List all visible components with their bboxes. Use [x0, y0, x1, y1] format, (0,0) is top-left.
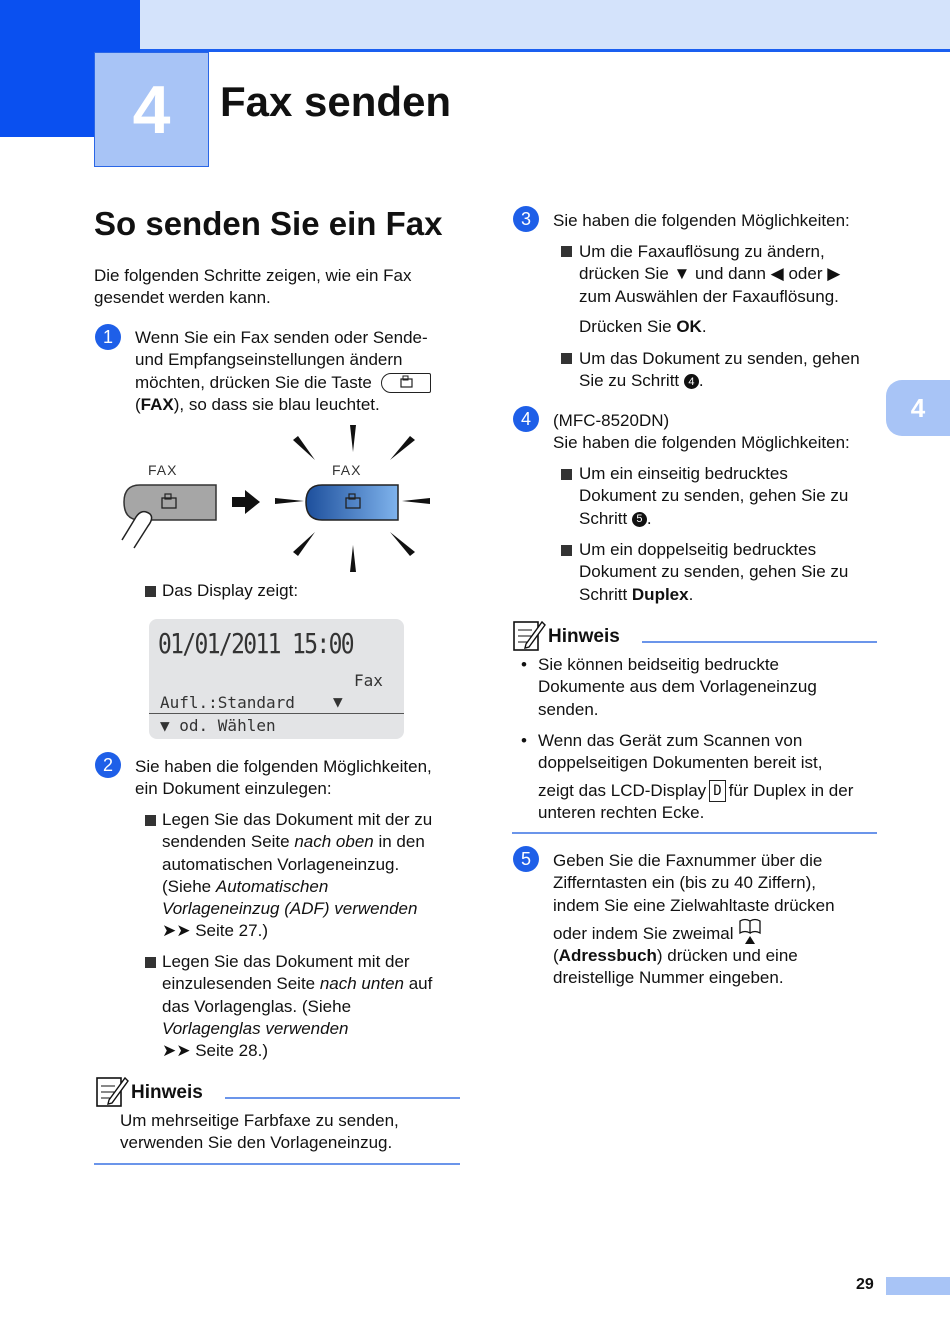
step-4-line: (MFC-8520DN)	[553, 411, 670, 430]
step-3-option-resolution	[579, 241, 879, 308]
step-5-line: indem Sie eine Zielwahltaste drücken	[553, 895, 835, 915]
header-band	[0, 0, 950, 52]
chapter-title: Fax senden	[220, 78, 452, 125]
glass-link[interactable]: Vorlagenglas verwenden	[162, 1018, 349, 1038]
step-5-text	[553, 850, 883, 990]
adf-link[interactable]: Vorlageneinzug (ADF) verwenden	[162, 899, 418, 919]
option-line: Um ein doppelseitig bedrucktes	[579, 540, 817, 559]
step-1-line-text: möchten, drücken Sie die Taste	[135, 372, 372, 392]
page-reference[interactable]: ➤➤ Seite 28.)	[162, 1041, 268, 1061]
bullet	[145, 815, 156, 826]
text-part: auf	[403, 974, 433, 994]
note-line: senden.	[538, 699, 599, 719]
address-book-icon	[738, 917, 764, 945]
text-part: .	[701, 317, 707, 336]
text-part: Sie zu Schritt	[579, 371, 680, 391]
step-2-marker: 2	[95, 752, 121, 778]
lcd-resolution: Aufl.:Standard	[160, 693, 295, 712]
step-4-marker: 4	[513, 406, 539, 432]
duplex-reference[interactable]: Duplex	[631, 584, 689, 604]
step-4-line: Sie haben die folgenden Möglichkeiten:	[553, 433, 850, 453]
step-2-option-adf	[162, 809, 472, 943]
chapter-side-tab[interactable]: 4	[886, 380, 950, 436]
text-part: (Siehe	[162, 876, 216, 896]
section-heading: So senden Sie ein Fax	[94, 205, 443, 242]
step-5-line: Zifferntasten ein (bis zu 40 Ziffern),	[553, 873, 816, 893]
option-line: zum Auswählen der Faxauflösung.	[579, 286, 839, 306]
text-part: einzulesenden Seite	[162, 974, 320, 994]
fax-key-label: FAX	[140, 394, 174, 414]
note-line: Sie können beidseitig bedruckte	[538, 655, 779, 674]
step-1-line: und Empfangseinstellungen ändern	[135, 350, 403, 370]
option-line: Um die Faxauflösung zu ändern,	[579, 242, 825, 261]
step-4-option-simplex	[579, 463, 879, 530]
option-line: Sie zu Schritt 4 .	[579, 371, 704, 391]
note-bottom-rule	[94, 1163, 460, 1165]
note-line: Um mehrseitige Farbfaxe zu senden,	[120, 1111, 399, 1130]
step-1-text	[135, 327, 465, 416]
note-rule	[642, 641, 877, 643]
text-part: .	[688, 584, 694, 604]
note-pencil-icon	[512, 618, 546, 652]
lcd-divider	[149, 713, 404, 714]
step-1-line: Wenn Sie ein Fax senden oder Sende-	[135, 328, 428, 347]
step-1-line	[135, 394, 465, 416]
step-1-text-part: ), so dass sie blau leuchtet.	[173, 394, 380, 414]
step-1-line	[135, 372, 465, 394]
fax-label-after: FAX	[332, 462, 362, 478]
note-bottom-rule	[512, 832, 877, 834]
option-line: Um das Dokument zu senden, gehen	[579, 349, 860, 368]
bullet	[561, 469, 572, 480]
text-italic: nach oben	[294, 832, 374, 852]
option-line: Um ein einseitig bedrucktes	[579, 464, 788, 483]
header-rule	[140, 49, 950, 52]
step-2-line: ein Dokument einzulegen:	[135, 779, 332, 799]
lcd-select-hint: ▼ od. Wählen	[160, 716, 276, 735]
step-5-line	[553, 917, 883, 945]
lcd-datetime: 01/01/2011 15:00	[158, 627, 353, 660]
bullet	[145, 957, 156, 968]
step-reference[interactable]: 4	[684, 374, 699, 389]
text-part: in den	[373, 832, 425, 852]
note-bullet: •	[521, 731, 527, 750]
bullet	[561, 545, 572, 556]
note-rule	[225, 1097, 460, 1099]
finger-icon	[122, 512, 152, 548]
text-part: Drücken Sie	[579, 317, 677, 336]
text-part: (	[553, 946, 559, 966]
lcd-mode: Fax	[354, 671, 383, 690]
text-part: Schritt	[579, 584, 632, 604]
lcd-down-arrow: ▼	[333, 692, 343, 711]
note-line: doppelseitigen Dokumenten bereit ist,	[538, 753, 823, 773]
step-3-text: Sie haben die folgenden Möglichkeiten:	[553, 211, 850, 230]
option-line: Dokument zu senden, gehen Sie zu	[579, 562, 849, 582]
step-1-marker: 1	[95, 324, 121, 350]
note-pencil-icon	[95, 1074, 129, 1108]
option-line: Legen Sie das Dokument mit der zu	[162, 810, 433, 829]
chapter-number: 4	[94, 52, 209, 167]
address-book-key-label: Adressbuch	[558, 946, 657, 966]
text-part: Schritt	[579, 508, 628, 528]
option-line: das Vorlagenglas. (Siehe	[162, 996, 352, 1016]
option-line	[162, 876, 472, 898]
step-5-marker: 5	[513, 846, 539, 872]
option-line	[162, 1018, 472, 1040]
option-line: automatischen Vorlageneinzug.	[162, 854, 400, 874]
intro-text: Die folgenden Schritte zeigen, wie ein Fax gesendet werden kann.	[94, 266, 412, 308]
option-line: Schritt 5 .	[579, 508, 652, 528]
arrow-right-icon	[232, 490, 260, 514]
text-part: oder indem Sie zweimal	[553, 923, 734, 943]
step-3-marker: 3	[513, 206, 539, 232]
text-part: ) drücken und eine	[656, 946, 798, 966]
step-reference[interactable]: 5	[632, 512, 647, 527]
bullet	[145, 586, 156, 597]
page-reference[interactable]: ➤➤ Seite 27.)	[162, 921, 268, 941]
bullet	[561, 353, 572, 364]
step-2-text	[135, 756, 475, 801]
note-title: Hinweis	[131, 1082, 203, 1103]
step-3-option-send	[579, 348, 879, 393]
note-line	[538, 780, 883, 803]
option-line	[162, 898, 472, 920]
press-ok-text	[579, 316, 707, 338]
step-4-text	[553, 410, 883, 455]
note-item-2	[538, 730, 883, 824]
option-line	[162, 831, 472, 853]
note-bullet: •	[521, 655, 527, 674]
lcd-display	[149, 619, 404, 739]
option-line	[162, 973, 472, 995]
ok-key-label: OK	[676, 317, 702, 336]
fax-key-icon	[381, 373, 431, 393]
text-part: sendenden Seite	[162, 832, 295, 852]
step-2-option-glass	[162, 951, 472, 1062]
option-line: Legen Sie das Dokument mit der	[162, 952, 410, 971]
step-4-option-duplex	[579, 539, 879, 606]
adf-link[interactable]: Automatischen	[215, 876, 329, 896]
duplex-lcd-icon: D	[709, 780, 725, 802]
step-2-line: Sie haben die folgenden Möglichkeiten,	[135, 757, 432, 776]
note-title: Hinweis	[548, 626, 620, 647]
note-item-1	[538, 654, 878, 721]
step-5-line: Geben Sie die Faxnummer über die	[553, 851, 823, 870]
option-line: Dokument zu senden, gehen Sie zu	[579, 486, 849, 506]
display-shows-text: Das Display zeigt:	[162, 581, 299, 600]
page-number: 29	[856, 1276, 874, 1293]
note-text	[120, 1110, 460, 1155]
note-line: Wenn das Gerät zum Scannen von	[538, 731, 803, 750]
option-line: drücken Sie ▼ und dann ◀ oder ▶	[579, 264, 841, 284]
note-line: unteren rechten Ecke.	[538, 803, 705, 823]
fax-button-illustration	[110, 420, 440, 580]
text-italic: nach unten	[319, 974, 404, 994]
step-5-line: dreistellige Nummer eingeben.	[553, 968, 784, 988]
fax-key-on	[306, 485, 398, 520]
bullet	[561, 246, 572, 257]
page-number-bar	[886, 1277, 950, 1295]
option-line	[579, 584, 879, 606]
note-line: Dokumente aus dem Vorlageneinzug	[538, 677, 817, 697]
text-part: zeigt das LCD-Display	[538, 780, 707, 800]
note-line: verwenden Sie den Vorlageneinzug.	[120, 1133, 393, 1153]
fax-label-before: FAX	[148, 462, 178, 478]
step-5-line	[553, 945, 883, 967]
text-part: für Duplex in der	[728, 780, 854, 800]
step-1-text-part: (	[135, 394, 141, 414]
